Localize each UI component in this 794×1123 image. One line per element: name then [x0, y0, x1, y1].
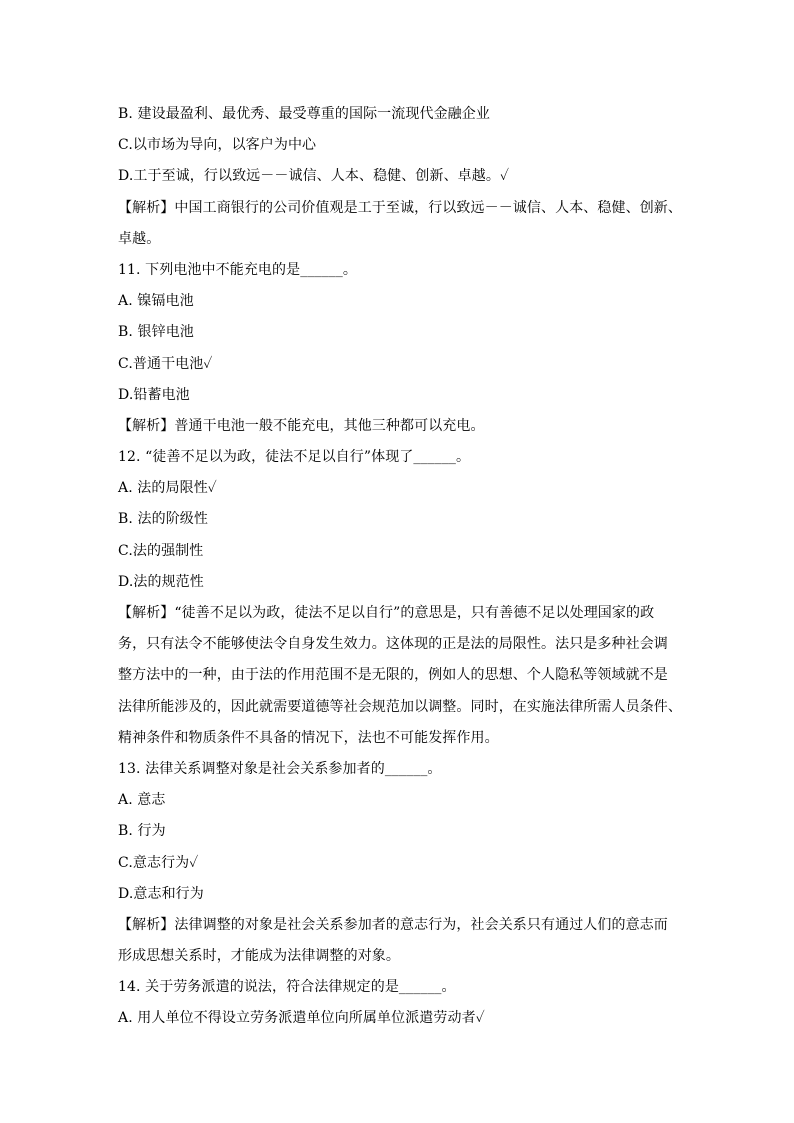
document-body	[118, 99, 688, 1035]
analysis-q12-line-5: 精神条件和物质条件不具备的情况下，法也不可能发挥作用。	[118, 729, 499, 746]
option-a-q13: A. 意志	[118, 792, 166, 809]
option-d-q10: D.工于至诚，行以致远－－诚信、人本、稳健、创新、卓越。✓	[118, 168, 510, 185]
option-b-q13: B. 行为	[118, 823, 166, 840]
option-b-q12: B. 法的阶级性	[118, 511, 208, 528]
analysis-q13-line-1: 【解析】法律调整的对象是社会关系参加者的意志行为，社会关系只有通过人们的意志而	[118, 916, 668, 933]
option-d-q11: D.铅蓄电池	[118, 386, 190, 403]
analysis-q12-line-1: 【解析】“徒善不足以为政，徒法不足以自行”的意思是，只有善德不足以处理国家的政	[118, 605, 655, 621]
question-11: 11. 下列电池中不能充电的是______。	[118, 261, 357, 278]
analysis-q11: 【解析】普通干电池一般不能充电，其他三种都可以充电。	[118, 417, 485, 434]
analysis-q12-line-3: 整方法中的一种，由于法的作用范围不是无限的，例如人的思想、个人隐私等领域就不是	[118, 667, 668, 684]
option-c-q10: C.以市场为导向，以客户为中心	[118, 137, 317, 154]
question-14: 14. 关于劳务派遣的说法，符合法律规定的是______。	[118, 979, 456, 996]
option-a-q12: A. 法的局限性✓	[118, 480, 217, 497]
analysis-q12-line-2: 务，只有法令不能够使法令自身发生效力。这体现的正是法的局限性。法只是多种社会调	[118, 636, 668, 653]
analysis-q13-line-2: 形成思想关系时，才能成为法律调整的对象。	[118, 948, 400, 965]
option-c-q11: C.普通干电池✓	[118, 355, 213, 372]
question-13: 13. 法律关系调整对象是社会关系参加者的______。	[118, 760, 442, 777]
option-d-q13: D.意志和行为	[118, 885, 204, 902]
analysis-q12-line-4: 法律所能涉及的，因此就需要道德等社会规范加以调整。同时，在实施法律所需人员条件、	[118, 698, 682, 715]
option-b-q10: B. 建设最盈利、最优秀、最受尊重的国际一流现代金融企业	[118, 106, 490, 122]
option-a-q14: A. 用人单位不得设立劳务派遣单位向所属单位派遣劳动者✓	[118, 1010, 485, 1027]
option-c-q13: C.意志行为✓	[118, 854, 199, 871]
question-12: 12. “徒善不足以为政，徒法不足以自行”体现了______。	[118, 449, 471, 466]
analysis-q10-line-1: 【解析】中国工商银行的公司价值观是工于至诚，行以致远－－诚信、人本、稳健、创新、	[118, 199, 682, 216]
option-c-q12: C.法的强制性	[118, 542, 204, 559]
option-d-q12: D.法的规范性	[118, 573, 204, 590]
option-a-q11: A. 镍镉电池	[118, 293, 194, 310]
option-b-q11: B. 银锌电池	[118, 324, 194, 341]
analysis-q10-line-2: 卓越。	[118, 230, 161, 247]
